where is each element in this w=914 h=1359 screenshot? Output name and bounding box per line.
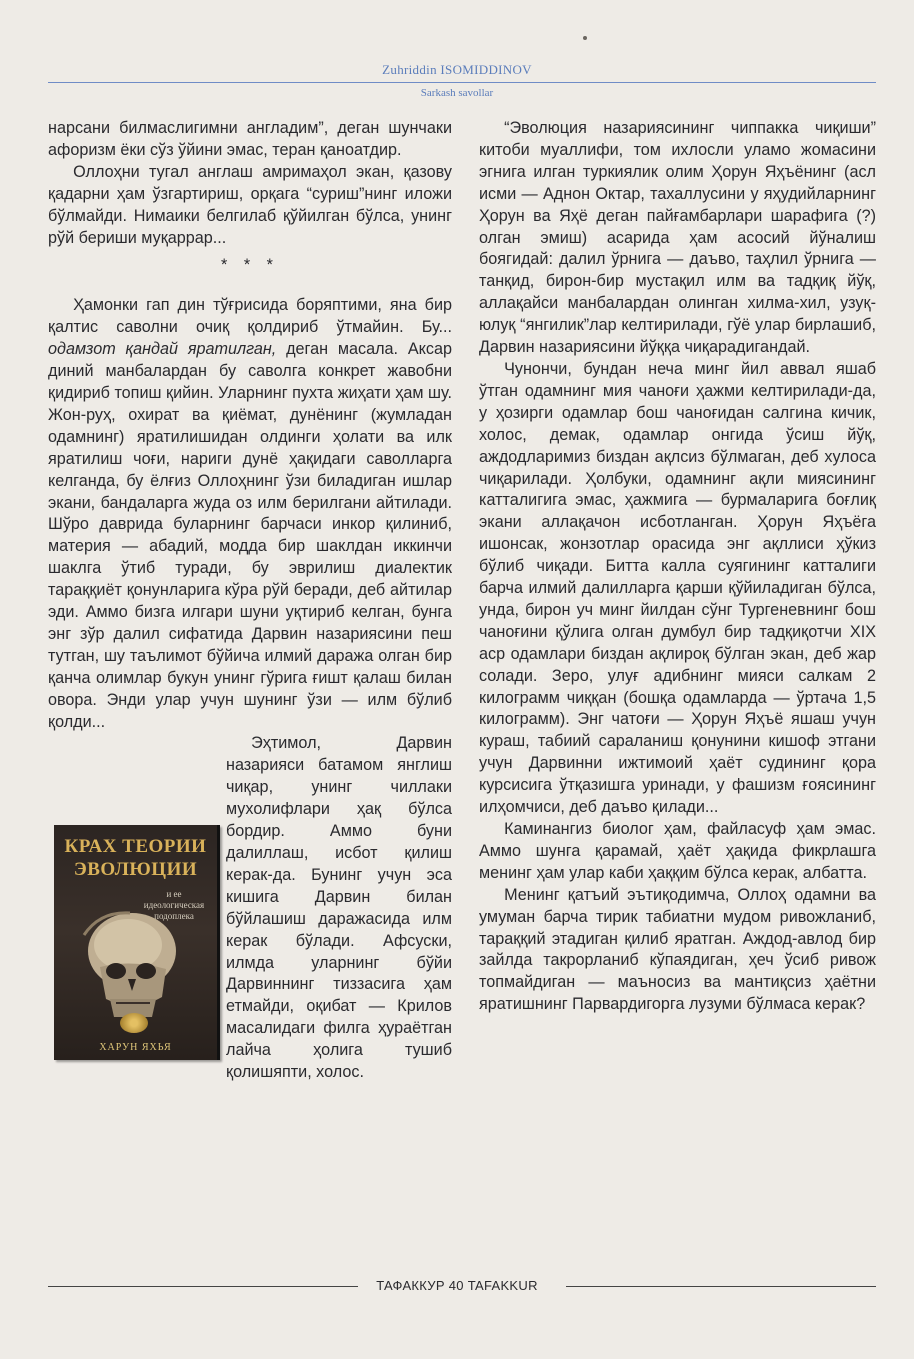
book-title-line-1: КРАХ ТЕОРИИ [64, 836, 207, 858]
left-paragraph-3 [48, 295, 452, 733]
book-author: ХАРУН ЯХЬЯ [99, 1042, 172, 1054]
skull-illustration [70, 905, 198, 1023]
italic-phrase: одамзот қандай яратилган, [48, 340, 277, 359]
section-separator: * * * [221, 256, 279, 275]
medal-emblem [120, 1013, 148, 1033]
right-paragraph-1: “Эволюция назариясининг чиппакка чиқиши” китоби муаллифи, том ихлосли уламо жомасини эгнига илган туркиялик олим Ҳорун Яҳъёнинг (асл исми — Аднон Октар, тахаллусини у яҳудийларнинг Ҳорун ва Яҳё деган пайғамбарлари шарафига (?) олган эмиш) асарида ҳам асосий йўналиш боягидай: далил ўрнига — даъво, таҳлил ўрнига — танқид, бирон-бир мустақил илм ва тадқиқ йўқ, аллақайси манбалардан олинган хилма-хил, узуқ-юлуқ “янгилик”лар келтирилади, гўё улар бирлашиб, Дарвин назариясини йўққа чиқарадигандай. [479, 119, 876, 357]
right-column [479, 118, 876, 1016]
book-subtitle: и ее идеологическая подоплека [143, 889, 205, 922]
paragraph-text: Ҳамонки гап дин тўғрисида боряптими, яна бир қалтис саволни очиқ қолдириб ўтмайин. Бу... [48, 296, 452, 337]
book-cover [54, 825, 220, 1060]
paragraph-text: деган масала. Аксар диний манбалардан бу саволга конкрет жавобни қидириб топиш қийин. Уларнинг пухта жиҳати ҳам шу. Жон-руҳ, охират ва қиёмат, дунёнинг (жумладан одамнинг) яратилишидан олдинги ҳолати ва илк яратилиш чоғи, нариги дунё ҳақидаги саволларга келганда, бу ёлғиз Оллоҳнинг ўзи биладиган ишлар экани, бандаларга жуда оз илм берилгани айтилади. Шўро даврида буларнинг барчаси инкор қилиниб, материя — абадий, модда бир шаклдан иккинчи шаклга ўтиб туради, бу эврилиш диалектик тараққиёт қонунларига кўра рўй беради, деб айтилар эди. Аммо бизга илгари шуни уқтириб келган, бунга энг зўр далил сифатида Дарвин назариясини пеш тутган, шу таълимот бўйича илмий даража олган бир қанча олимлар букун унинг гўрига ғишт қалаш билан овора. Энди улар учун шунинг ўзи — илм бўлиб қолди... [48, 340, 452, 731]
header-divider [48, 82, 876, 83]
header-author: Zuhriddin ISOMIDDINOV [382, 62, 532, 77]
footer-rule-right [566, 1286, 876, 1287]
paper-speck [583, 36, 587, 40]
book-title-line-2: ЭВОЛЮЦИИ [73, 859, 198, 881]
paragraph-text: Эҳтимол, Дарвин назарияси батамом янглиш чиқар, унинг чиллаки мухолифлари ҳақ бўлса бордир. Аммо буни далиллаш, исбот қилиш керак-да. Бунинг учун эса кишига Дарвин билан бўйлашиш даражасида илм керак бўлади. Афсуски, илмда уларнинг бўйи Дарвиннинг тиззасига ҳам етмайди, оқибат — Крилов масалидаги филга ҳураётган лайча ҳолига тушиб қолишяпти, холос. [226, 734, 452, 1082]
left-paragraph-2: Оллоҳни тугал англаш амримаҳол экан, қазову қадарни ҳам ўзгартириш, орқага “суриш”нинг иложи бўлмайди. Нимаики белгилаб қўйилган бўлса, унинг рўй бериши муқаррар... [48, 162, 452, 247]
right-paragraph-2: Чунончи, бундан неча минг йил аввал яшаб ўтган одамнинг мия чаноғи ҳажми келтирилади-да, у ҳозирги одамлар бош чаноғидан салгина кичик, холос, демак, одамлар онгида ўсиш йўқ, аждодларимиз биздан ақлсиз бўлмаган, деб хулоса чиқарилади. Ҳолбуки, одамнинг ақли миясининг катталигига эмас, ҳажмига — бурмаларига боғлиқ экани аллақачон исботланган. Ҳорун Яҳъёга ишонсак, жонзотлар орасида энг ақллиси ҳўкиз бўлиб чиқади. Битта калла суягининг катталиги барча илмий далилларга қарши қўйиладиган бўлса, унда, бирон уч минг йилдан сўнг Тургеневнинг бош чаноғини қўлига олган думбул бир тадқиқотчи XIX аср одамлари биздан ақлироқ бўлган экан, деб жар солади. Зеро, улуғ адибнинг мияси салкам 2 килограмм чиққан (бошқа одамларда — ўртача 1,5 килограмм). Энг чатоғи — Ҳорун Яҳъё яшаш учун кураш, табиий сараланиш қонунини кишоф этгани учун Дарвинни ижтимоий ҳаёт судининг қора курсисига ўтқазишга уринади, у фашизм ғоясининг илҳомчиси, деб даъво қилади... [479, 359, 876, 817]
footer-page-label: ТАФАККУР 40 TAFAKKUR [376, 1278, 538, 1293]
header-subtitle: Sarkash savollar [420, 87, 494, 99]
right-paragraph-4: Менинг қатъий эътиқодимча, Оллоҳ одамни ва умуман барча тирик табиатни мудом ривожланиб, тараққий этадиган қилиб яратган. Аждод-авлод бир зайлда такрорланиб кўпаядиган, ҳеч ўсиб ривож топмайдиган — маъносиз ва мантиқсиз ҳаётни яратишнинг Парвардигорга лузуми бўлмаса керак? [479, 885, 876, 1014]
book-title [54, 835, 217, 881]
right-paragraph-3: Каминангиз биолог ҳам, файласуф ҳам эмас. Аммо шунга қарамай, ҳаёт ҳақида фикрлашга менинг ҳам улар каби ҳаққим бўлса керак, албатта. [479, 820, 876, 882]
left-paragraph-1: нарсани билмаслигимни англадим”, деган шунчаки афоризм ёки сўз ўйини эмас, теран қаноатдир. [48, 119, 452, 159]
